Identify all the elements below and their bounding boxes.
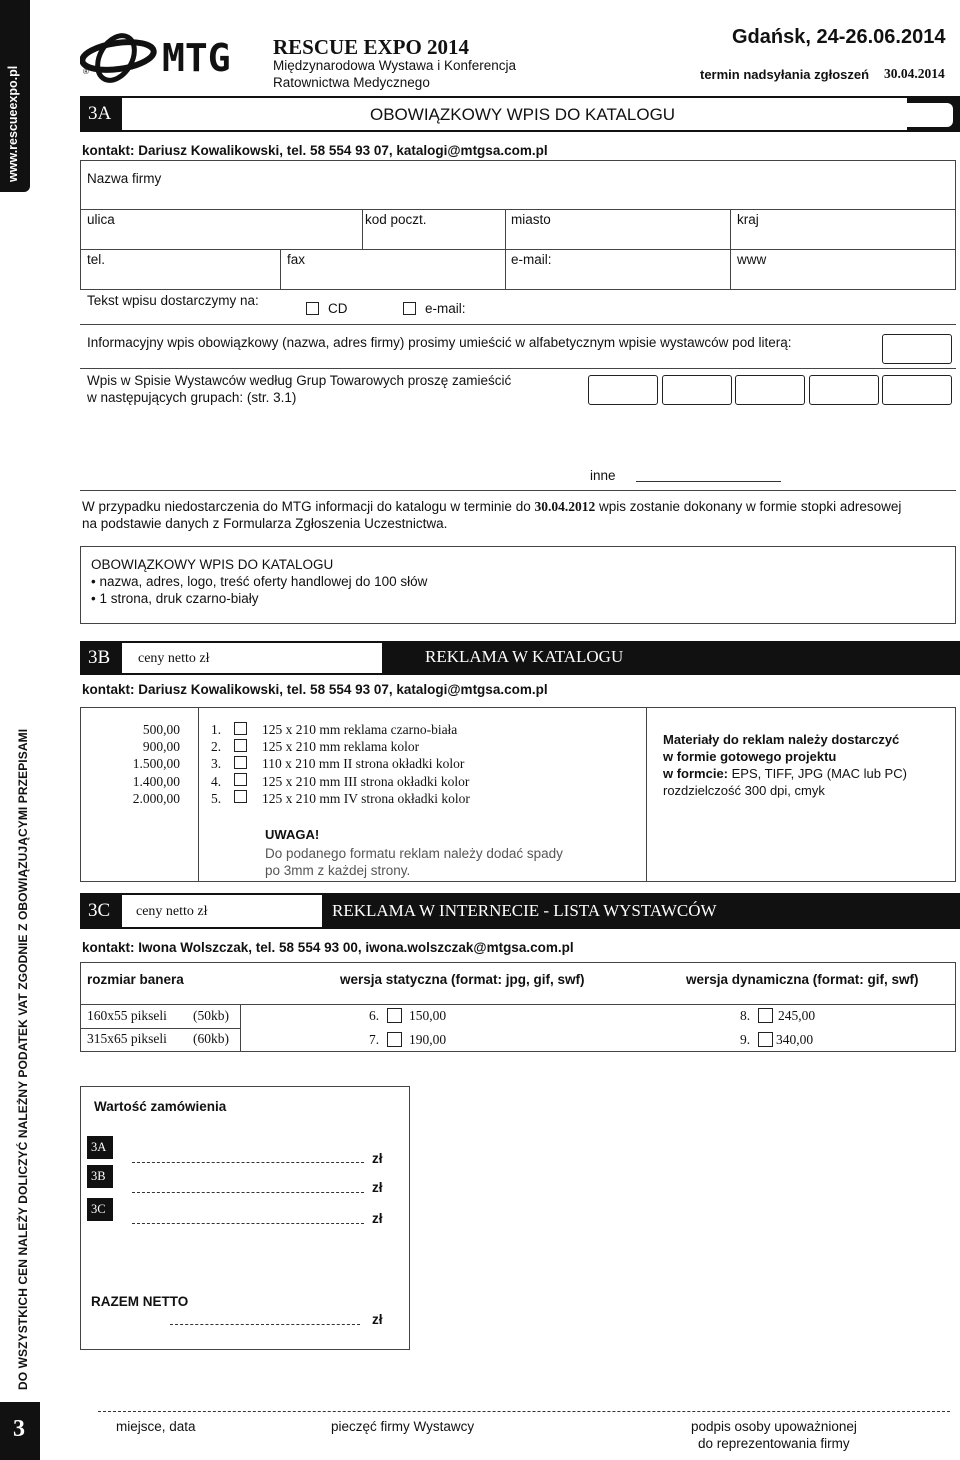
item-number-4: 4.	[211, 773, 222, 789]
total-net-label: RAZEM NETTO	[91, 1294, 189, 1309]
order-code-3b-text: 3B	[91, 1169, 106, 1183]
order-code-3a	[87, 1136, 113, 1159]
notice-post: wpis zostanie dokonany w formie stopki adresowej	[595, 499, 902, 514]
notice-text-1	[82, 499, 901, 515]
item-number-1: 1.	[211, 722, 222, 737]
alphabet-letter-input[interactable]	[882, 334, 952, 364]
other-group-label: inne	[590, 468, 616, 483]
catalog-item-3-checkbox[interactable]	[234, 756, 247, 769]
company-stamp-label: pieczęć firmy Wystawcy	[331, 1419, 475, 1434]
section-3c-code: 3C	[88, 900, 111, 921]
materials-line-4: rozdzielczość 300 dpi, cmyk	[663, 783, 825, 798]
order-code-3c-text: 3C	[91, 1202, 106, 1216]
total-net-currency: zł	[372, 1312, 383, 1327]
section-3c-bar	[80, 893, 960, 929]
divider	[80, 324, 956, 325]
divider	[362, 209, 363, 249]
divider	[280, 249, 281, 290]
static-price-1: 150,00	[409, 1008, 447, 1023]
divider	[80, 249, 956, 250]
catalog-item-5-checkbox[interactable]	[234, 790, 247, 803]
order-value-box	[80, 1086, 410, 1350]
item-number-2: 2.	[211, 739, 222, 755]
order-3a-currency: zł	[372, 1151, 383, 1166]
section-3b-code: 3B	[88, 647, 111, 668]
divider	[646, 707, 647, 882]
info-bullet-2-text: 1 strona, druk czarno-biały	[99, 591, 259, 606]
banner-size-1: 160x55 pikseli	[87, 1008, 167, 1023]
price-2: 900,00	[142, 739, 180, 755]
delivery-label: Tekst wpisu dostarczymy na:	[87, 293, 259, 308]
banner-weight-1: (50kb)	[193, 1008, 229, 1023]
dynamic-num-2: 9.	[740, 1032, 751, 1047]
group-input-3[interactable]	[735, 375, 805, 405]
section-3a-bar	[80, 96, 960, 132]
info-title: OBOWIĄZKOWY WPIS DO KATALOGU	[91, 557, 334, 572]
dynamic-2-checkbox[interactable]	[758, 1032, 773, 1047]
static-price-2: 190,00	[409, 1032, 447, 1047]
group-input-2[interactable]	[662, 375, 732, 405]
postal-code-label: kod poczt.	[365, 212, 427, 227]
page-number: 3	[13, 1416, 25, 1442]
divider	[80, 1004, 956, 1005]
order-3c-currency: zł	[372, 1211, 383, 1226]
divider	[240, 1004, 241, 1052]
signature-label-2: do reprezentowania firmy	[698, 1436, 850, 1451]
static-2-checkbox[interactable]	[387, 1032, 402, 1047]
order-3c-value-field[interactable]	[132, 1223, 364, 1224]
dynamic-price-1: 245,00	[778, 1008, 816, 1023]
country-label: kraj	[737, 212, 759, 227]
place-date-label: miejsce, data	[116, 1419, 196, 1434]
static-1-checkbox[interactable]	[387, 1008, 402, 1023]
order-3b-value-field[interactable]	[132, 1192, 364, 1193]
divider	[80, 368, 956, 369]
group-input-4[interactable]	[809, 375, 879, 405]
section-3b-prices-label: ceny netto zł	[138, 651, 210, 666]
vat-note: DO WSZYSTKICH CEN NALEŻY DOLICZYĆ NALEŻNY PODATEK VAT ZGODNIE Z OBOWIĄZUJĄCYMI PRZEPISAMI	[16, 728, 30, 1390]
materials-line-3	[663, 765, 907, 782]
catalog-item-1-checkbox[interactable]	[234, 722, 247, 735]
order-3a-value-field[interactable]	[132, 1162, 364, 1163]
section-3a-title: OBOWIĄZKOWY WPIS DO KATALOGU	[370, 105, 676, 124]
fax-label: fax	[287, 252, 306, 267]
section-3a-contact: kontakt: Dariusz Kowalikowski, tel. 58 554 93 07, katalogi@mtgsa.com.pl	[82, 143, 548, 158]
item-desc-1: 125 x 210 mm reklama czarno-biała	[262, 722, 458, 737]
catalog-letter-box[interactable]	[877, 103, 953, 127]
catalog-item-numbers	[211, 721, 221, 807]
deadline-date: 30.04.2014	[884, 66, 945, 81]
section-3a-code: 3A	[88, 103, 112, 124]
street-label: ulica	[87, 212, 115, 227]
order-3b-currency: zł	[372, 1180, 383, 1195]
item-desc-4: 125 x 210 mm III strona okładki kolor	[262, 773, 470, 789]
mtg-logo	[80, 28, 250, 90]
banner-weight-2: (60kb)	[193, 1031, 229, 1046]
page-number-tab	[0, 1402, 40, 1460]
deadline-label: termin nadsyłania zgłoszeń	[700, 67, 870, 82]
notice-pre: W przypadku niedostarczenia do MTG informacji do katalogu w terminie do	[82, 499, 535, 514]
info-bullet-1: • nazwa, adres, logo, treść oferty handlowej do 100 słów	[91, 574, 428, 589]
catalog-item-4-checkbox[interactable]	[234, 773, 247, 786]
warning-text-1: Do podanego formatu reklam należy dodać spady	[265, 846, 563, 861]
notice-text-2: na podstawie danych z Formularza Zgłoszenia Uczestnictwa.	[82, 516, 448, 531]
groups-text-1: Wpis w Spisie Wystawców według Grup Towarowych proszę zamieścić	[87, 373, 512, 388]
delivery-cd-checkbox[interactable]	[306, 302, 319, 315]
static-num-2: 7.	[369, 1032, 380, 1047]
order-code-3b	[87, 1165, 113, 1188]
price-1: 500,00	[142, 722, 180, 737]
item-desc-2: 125 x 210 mm reklama kolor	[262, 739, 420, 755]
notice-date: 30.04.2012	[534, 499, 596, 514]
group-input-1[interactable]	[588, 375, 658, 405]
divider	[730, 209, 731, 290]
delivery-cd-label: CD	[328, 301, 348, 316]
divider	[505, 209, 506, 290]
section-3c-contact: kontakt: Iwona Wolszczak, tel. 58 554 93 00, iwona.wolszczak@mtgsa.com.pl	[82, 940, 574, 955]
col-banner-size: rozmiar banera	[87, 972, 184, 987]
dynamic-1-checkbox[interactable]	[758, 1008, 773, 1023]
item-number-5: 5.	[211, 790, 222, 806]
company-name-field[interactable]	[200, 163, 950, 207]
warning-text-2: po 3mm z każdej strony.	[265, 863, 411, 878]
company-name-label: Nazwa firmy	[87, 171, 162, 186]
section-3b-contact: kontakt: Dariusz Kowalikowski, tel. 58 554 93 07, katalogi@mtgsa.com.pl	[82, 682, 548, 697]
expo-title: RESCUE EXPO 2014	[273, 35, 470, 59]
divider	[80, 490, 956, 491]
registered-mark: ®	[83, 67, 89, 76]
dynamic-num-1: 8.	[740, 1008, 751, 1023]
order-value-title: Wartość zamówienia	[94, 1099, 227, 1114]
signature-label-1: podpis osoby upoważnionej	[691, 1419, 857, 1434]
section-3c-prices-label: ceny netto zł	[136, 904, 208, 919]
city-label: miasto	[511, 212, 551, 227]
tel-label: tel.	[87, 252, 106, 267]
order-code-3c	[87, 1198, 113, 1221]
item-desc-5: 125 x 210 mm IV strona okładki kolor	[262, 790, 470, 806]
col-static: wersja statyczna (format: jpg, gif, swf)	[340, 972, 585, 987]
catalog-prices	[82, 721, 180, 807]
website-text: www.rescueexpo.pl	[6, 65, 20, 182]
materials-line-2: w formie gotowego projektu	[663, 749, 837, 764]
email-label: e-mail:	[511, 252, 552, 267]
catalog-item-2-checkbox[interactable]	[234, 739, 247, 752]
signature-line[interactable]	[98, 1411, 950, 1412]
section-3b-bar	[80, 641, 960, 675]
www-label: www	[737, 252, 767, 267]
total-net-field[interactable]	[170, 1324, 360, 1325]
other-group-field[interactable]	[636, 481, 781, 482]
divider	[198, 707, 199, 882]
info-bullet-2: • 1 strona, druk czarno-biały	[91, 591, 259, 606]
delivery-email-label: e-mail:	[425, 301, 466, 316]
price-5: 2.000,00	[132, 790, 180, 806]
materials-format-label: w formcie:	[663, 766, 729, 781]
section-3b-title: REKLAMA W KATALOGU	[425, 647, 624, 666]
catalog-item-descriptions	[262, 721, 470, 807]
materials-line-1: Materiały do reklam należy dostarczyć	[663, 732, 900, 747]
section-3a-code-box	[80, 96, 122, 132]
price-4: 1.400,00	[132, 773, 180, 789]
logo-text: MTG	[162, 36, 231, 80]
price-3: 1.500,00	[132, 756, 180, 772]
sidebar-website-tab	[0, 0, 30, 192]
item-number-3: 3.	[211, 756, 222, 772]
warning-title: UWAGA!	[265, 827, 320, 842]
alphabetical-entry-text: Informacyjny wpis obowiązkowy (nazwa, adres firmy) prosimy umieścić w alfabetycznym wpisie wystawców pod literą:	[87, 335, 792, 350]
group-input-5[interactable]	[882, 375, 952, 405]
dynamic-price-2: 340,00	[776, 1032, 814, 1047]
section-3c-title: REKLAMA W INTERNECIE - LISTA WYSTAWCÓW	[332, 901, 717, 920]
city-dates: Gdańsk, 24-26.06.2014	[732, 26, 946, 48]
materials-format-values: EPS, TIFF, JPG (MAC lub PC)	[728, 766, 907, 781]
delivery-email-checkbox[interactable]	[403, 302, 416, 315]
divider	[80, 209, 956, 210]
banner-size-2: 315x65 pikseli	[87, 1031, 167, 1046]
groups-text-2: w następujących grupach: (str. 3.1)	[87, 390, 297, 405]
expo-subtitle-1: Międzynarodowa Wystawa i Konferencja	[273, 58, 516, 73]
expo-subtitle-2: Ratownictwa Medycznego	[273, 75, 430, 90]
static-num-1: 6.	[369, 1008, 380, 1023]
order-code-3a-text: 3A	[91, 1140, 107, 1154]
info-bullet-1-text: nazwa, adres, logo, treść oferty handlowej do 100 słów	[99, 574, 428, 589]
col-dynamic: wersja dynamiczna (format: gif, swf)	[686, 972, 919, 987]
item-desc-3: 110 x 210 mm II strona okładki kolor	[262, 756, 465, 772]
materials-info	[663, 731, 907, 799]
divider	[80, 1028, 240, 1029]
